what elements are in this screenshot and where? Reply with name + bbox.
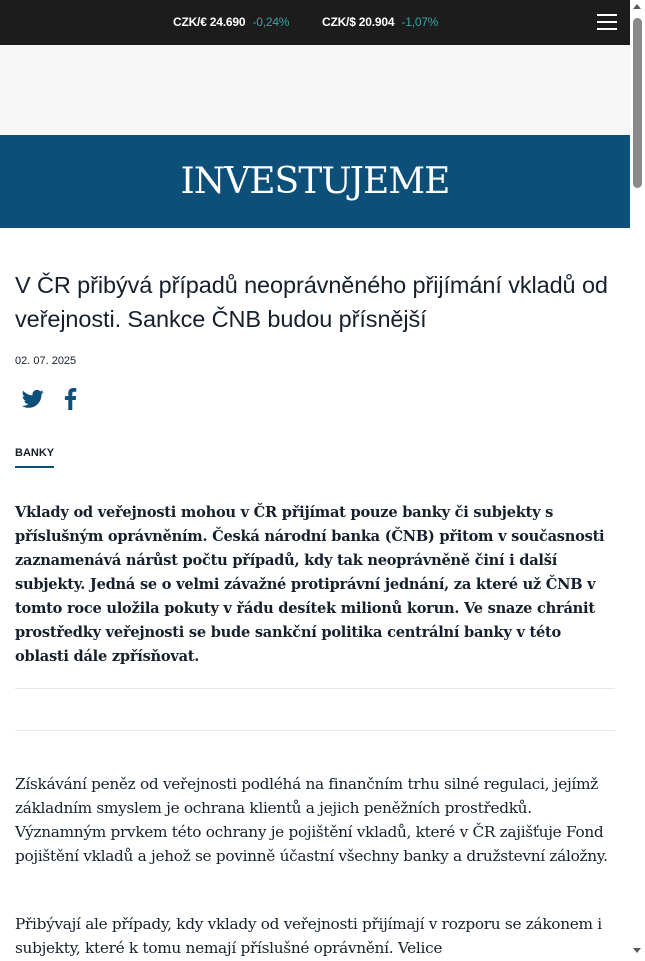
- article-perex: Vklady od veřejnosti mohou v ČR přijímat pouze banky či subjekty s příslušným oprávněním. Česká národní banka (ČNB) přitom v současnosti zaznamenává nárůst počtu případů, kdy tak neoprávněně činí i další subjekty. Jedná se o velmi závažné protiprávní jednání, za které už ČNB v tomto roce uložila pokuty v řádu desítek milionů korun. Ve snaze chránit prostředky veřejnosti se bude sankční politika centrální banky v této oblasti dále zpřísňovat.: [15, 504, 605, 665]
- masthead: [0, 135, 630, 228]
- scroll-down-arrow-icon[interactable]: [633, 948, 641, 953]
- twitter-share-button[interactable]: [22, 389, 44, 409]
- ticker-rate-label: CZK/€ 24.690: [173, 15, 246, 29]
- hamburger-line: [597, 28, 617, 30]
- scrollbar-thumb[interactable]: [633, 18, 642, 188]
- article-title: V ČR přibývá případů neoprávněného přijímání vkladů od veřejnosti. Sankce ČNB budou přísnější: [15, 272, 608, 332]
- ticker-rate-change: -1,07%: [401, 15, 439, 29]
- advertisement-placeholder: [0, 45, 630, 135]
- hamburger-line: [597, 14, 617, 16]
- divider: [15, 730, 615, 731]
- scrollbar[interactable]: [630, 0, 645, 961]
- category-link[interactable]: BANKY: [15, 447, 54, 468]
- hamburger-line: [597, 21, 617, 23]
- facebook-share-button[interactable]: [64, 388, 77, 410]
- article-paragraph: Přibývají ale případy, kdy vklady od veřejnosti přijímají v rozporu se zákonem i subjekty, které k tomu nemají příslušné oprávnění. Velice: [15, 915, 602, 957]
- ticker-item-eur[interactable]: [173, 15, 289, 29]
- article-date: 02. 07. 2025: [15, 355, 77, 367]
- ticker-rate-label: CZK/$ 20.904: [322, 15, 395, 29]
- article-paragraph: Získávání peněz od veřejnosti podléhá na finančním trhu silné regulaci, jejímž základním smyslem je ochrana klientů a jejich peněžních prostředků. Významným prvkem této ochrany je pojištění vkladů, které v ČR zajišťuje Fond pojištění vkladů a jehož se povinně účastní všechny banky a družstevní záložny.: [15, 775, 608, 865]
- currency-ticker-bar: [0, 0, 630, 45]
- scroll-up-arrow-icon[interactable]: [633, 4, 641, 9]
- hamburger-menu-icon[interactable]: [597, 13, 617, 31]
- divider: [15, 688, 615, 689]
- facebook-icon: [64, 388, 77, 410]
- ticker-rate-change: -0,24%: [252, 15, 290, 29]
- twitter-icon: [22, 389, 44, 409]
- site-logo[interactable]: INVESTUJEME: [180, 161, 450, 202]
- ticker-item-usd[interactable]: [322, 15, 438, 29]
